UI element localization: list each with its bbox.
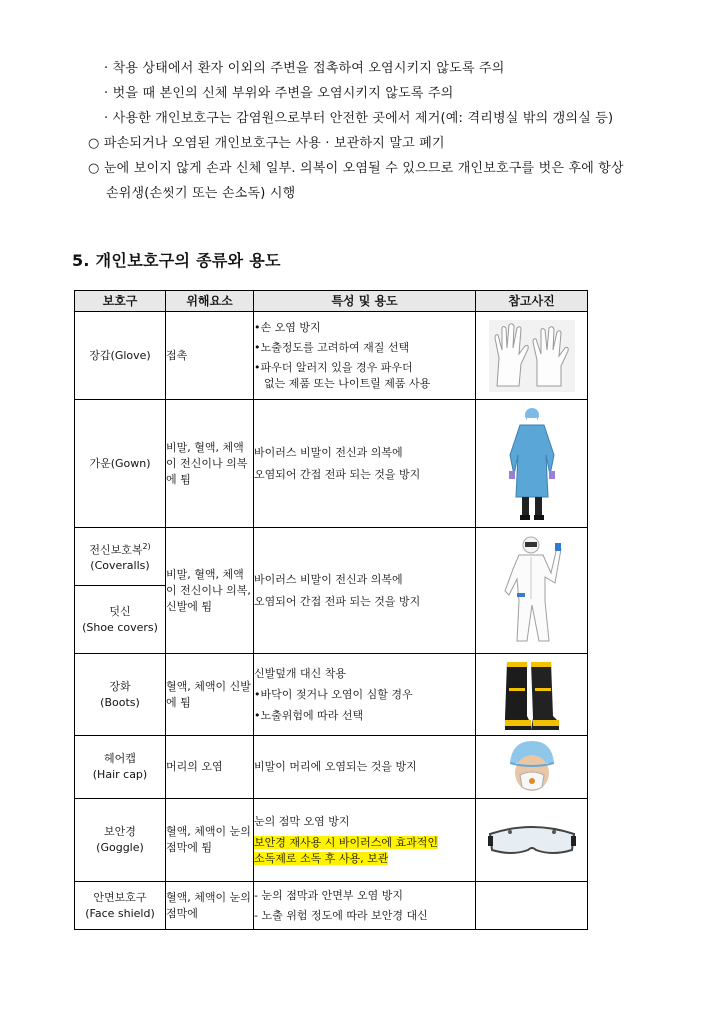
usage-item: - 노출 위험 정도에 따라 보안경 대신	[254, 908, 428, 922]
usage-item: 눈의 점막 오염 방지	[254, 814, 350, 828]
photo-cell	[476, 528, 588, 654]
goggle-icon	[486, 820, 578, 860]
coverall-icon	[499, 533, 565, 649]
usage-item: •바닥이 젖거나 오염이 심할 경우	[254, 687, 413, 701]
usage-item: 바이러스 비말이 전신과 의복에	[254, 445, 403, 459]
hazard-cell: 비말, 혈액, 체액이 전신이나 의복에 튐	[166, 400, 254, 528]
usage-item: •파우더 알러지 있을 경우 파우더	[254, 360, 413, 374]
gown-icon	[502, 405, 562, 523]
hazard-cell: 혈액, 체액이 신발에 튐	[166, 654, 254, 736]
usage-item: •손 오염 방지	[254, 320, 321, 334]
intro-line-4: ○ 파손되거나 오염된 개인보호구는 사용 · 보관하지 말고 폐기	[88, 136, 445, 151]
ppe-table	[74, 290, 588, 930]
usage-item: 바이러스 비말이 전신과 의복에	[254, 572, 403, 586]
equipment-name: 전신보호복$^{2)}$ (Coveralls)	[75, 528, 166, 586]
equipment-name: 안면보호구 (Face shield)	[75, 882, 166, 930]
photo-cell	[476, 400, 588, 528]
usage-item: 없는 제품 또는 나이트릴 제품 사용	[264, 376, 431, 390]
usage-cell	[254, 528, 476, 654]
intro-line-3: · 사용한 개인보호구는 감염원으로부터 안전한 곳에서 제거(예: 격리병실 밖의 갱의실 등)	[104, 111, 614, 126]
usage-item: 신발덮개 대신 착용	[254, 666, 347, 680]
table-header-row	[75, 291, 588, 312]
photo-cell	[476, 654, 588, 736]
table-row	[75, 528, 588, 586]
photo-cell	[476, 312, 588, 400]
table-row	[75, 736, 588, 799]
boots-icon	[501, 658, 563, 732]
table-row	[75, 882, 588, 930]
hazard-cell: 접촉	[166, 312, 254, 400]
photo-cell	[476, 799, 588, 882]
hazard-cell: 혈액, 체액이 눈의 점막에	[166, 882, 254, 930]
photo-cell	[476, 736, 588, 799]
usage-cell	[254, 312, 476, 400]
usage-item: 오염되어 간접 전파 되는 것을 방지	[254, 594, 421, 608]
intro-line-2: · 벗을 때 본인의 신체 부위와 주변을 오염시키지 않도록 주의	[104, 86, 454, 101]
usage-item: •노출정도를 고려하여 재질 선택	[254, 340, 410, 354]
section-heading: 5. 개인보호구의 종류와 용도	[72, 251, 281, 270]
usage-item: 비말이 머리에 오염되는 것을 방지	[254, 760, 417, 773]
usage-cell	[254, 736, 476, 799]
hazard-cell: 머리의 오염	[166, 736, 254, 799]
intro-line-1: · 착용 상태에서 환자 이외의 주변을 접촉하여 오염시키지 않도록 주의	[104, 61, 505, 76]
table-row	[75, 799, 588, 882]
usage-cell	[254, 654, 476, 736]
hair-cap-icon	[506, 739, 558, 795]
photo-cell	[476, 882, 588, 930]
header-hazard: 위해요소	[166, 291, 254, 312]
usage-item: - 눈의 점막과 안면부 오염 방지	[254, 888, 403, 902]
usage-item: 오염되어 간접 전파 되는 것을 방지	[254, 467, 421, 481]
intro-line-5: ○ 눈에 보이지 않게 손과 신체 일부. 의복이 오염될 수 있으므로 개인보호구를 벗은 후에 항상	[88, 161, 624, 176]
equipment-name: 보안경 (Goggle)	[75, 799, 166, 882]
equipment-name: 장화 (Boots)	[75, 654, 166, 736]
usage-cell	[254, 400, 476, 528]
highlighted-note: 소독제로 소독 후 사용, 보관	[254, 851, 389, 865]
equipment-name: 덧신 (Shoe covers)	[75, 586, 166, 654]
hazard-cell: 비말, 혈액, 체액이 전신이나 의복, 신발에 튐	[166, 528, 254, 654]
usage-cell	[254, 799, 476, 882]
highlighted-note: 보안경 재사용 시 바이러스에 효과적인	[254, 835, 439, 849]
table-row	[75, 312, 588, 400]
intro-line-6: 손위생(손씻기 또는 손소독) 시행	[106, 186, 296, 201]
usage-item: •노출위험에 따라 선택	[254, 708, 364, 722]
usage-cell	[254, 882, 476, 930]
header-equipment: 보호구	[75, 291, 166, 312]
header-photo: 참고사진	[476, 291, 588, 312]
header-usage: 특성 및 용도	[254, 291, 476, 312]
table-row	[75, 400, 588, 528]
gloves-icon	[489, 320, 575, 392]
equipment-name: 헤어캡 (Hair cap)	[75, 736, 166, 799]
equipment-name: 장갑(Glove)	[75, 312, 166, 400]
equipment-name: 가운(Gown)	[75, 400, 166, 528]
table-row	[75, 654, 588, 736]
hazard-cell: 혈액, 체액이 눈의 점막에 튐	[166, 799, 254, 882]
